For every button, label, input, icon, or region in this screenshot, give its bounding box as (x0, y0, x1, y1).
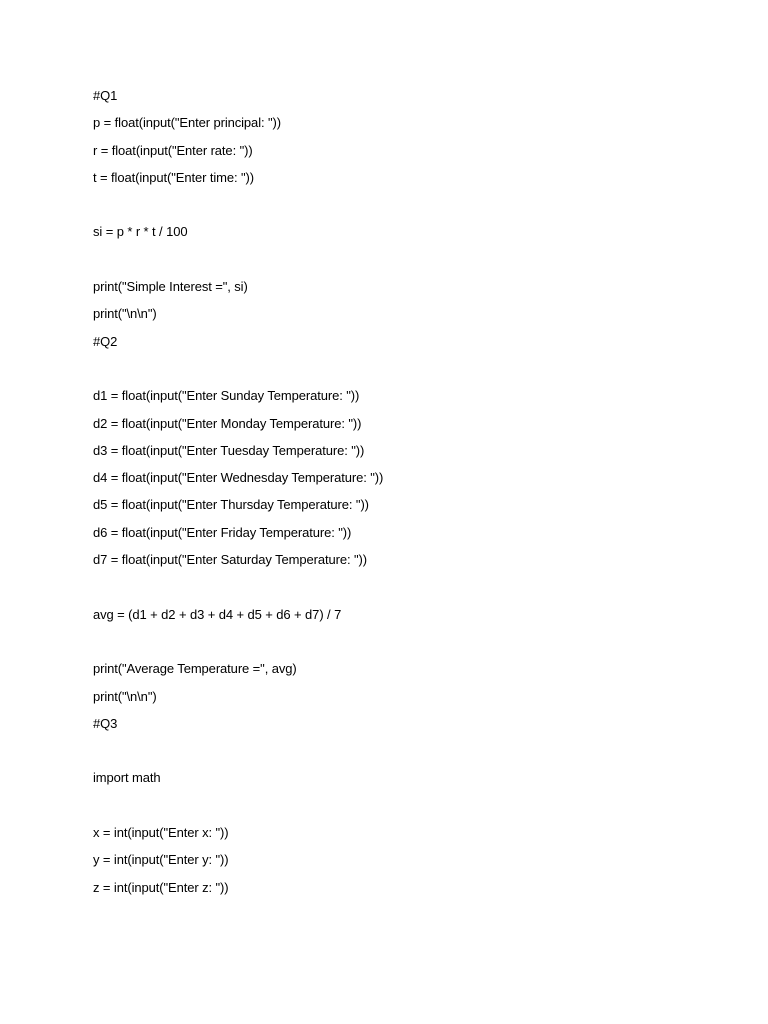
code-line: t = float(input("Enter time: ")) (93, 169, 255, 185)
section-heading: #Q1 (93, 88, 118, 103)
code-line: d5 = float(input("Enter Thursday Temperature: ")) (93, 497, 369, 513)
blank-line (93, 359, 733, 386)
code-line: y = int(input("Enter y: ")) (93, 852, 229, 868)
blank-line (93, 577, 733, 604)
code-line: x = int(input("Enter x: ")) (93, 825, 229, 841)
blank-line (93, 250, 733, 277)
blank-line (93, 796, 733, 823)
code-line: avg = (d1 + d2 + d3 + d4 + d5 + d6 + d7) / 7 (93, 606, 342, 622)
blank-line (93, 741, 733, 768)
code-line: d4 = float(input("Enter Wednesday Temperature: ")) (93, 470, 384, 486)
code-line: d6 = float(input("Enter Friday Temperature: ")) (93, 524, 352, 540)
blank-line (93, 632, 733, 659)
code-text-block (93, 86, 733, 905)
section-heading: #Q3 (93, 715, 118, 731)
code-line: z = int(input("Enter z: ")) (93, 879, 229, 895)
code-line: d3 = float(input("Enter Tuesday Temperature: ")) (93, 442, 365, 458)
code-line: d2 = float(input("Enter Monday Temperature: ")) (93, 415, 362, 431)
code-line: import math (93, 770, 161, 786)
code-line: d7 = float(input("Enter Saturday Temperature: ")) (93, 552, 367, 568)
code-line: r = float(input("Enter rate: ")) (93, 142, 253, 158)
code-line: d1 = float(input("Enter Sunday Temperature: ")) (93, 388, 360, 404)
section-heading: #Q2 (93, 333, 118, 349)
code-line: p = float(input("Enter principal: ")) (93, 115, 281, 131)
code-line: print("Simple Interest =", si) (93, 279, 248, 295)
blank-line (93, 195, 733, 222)
code-line: print("\n\n") (93, 688, 157, 704)
code-line: print("Average Temperature =", avg) (93, 661, 297, 677)
code-line: print("\n\n") (93, 306, 157, 322)
code-line: si = p * r * t / 100 (93, 224, 188, 240)
